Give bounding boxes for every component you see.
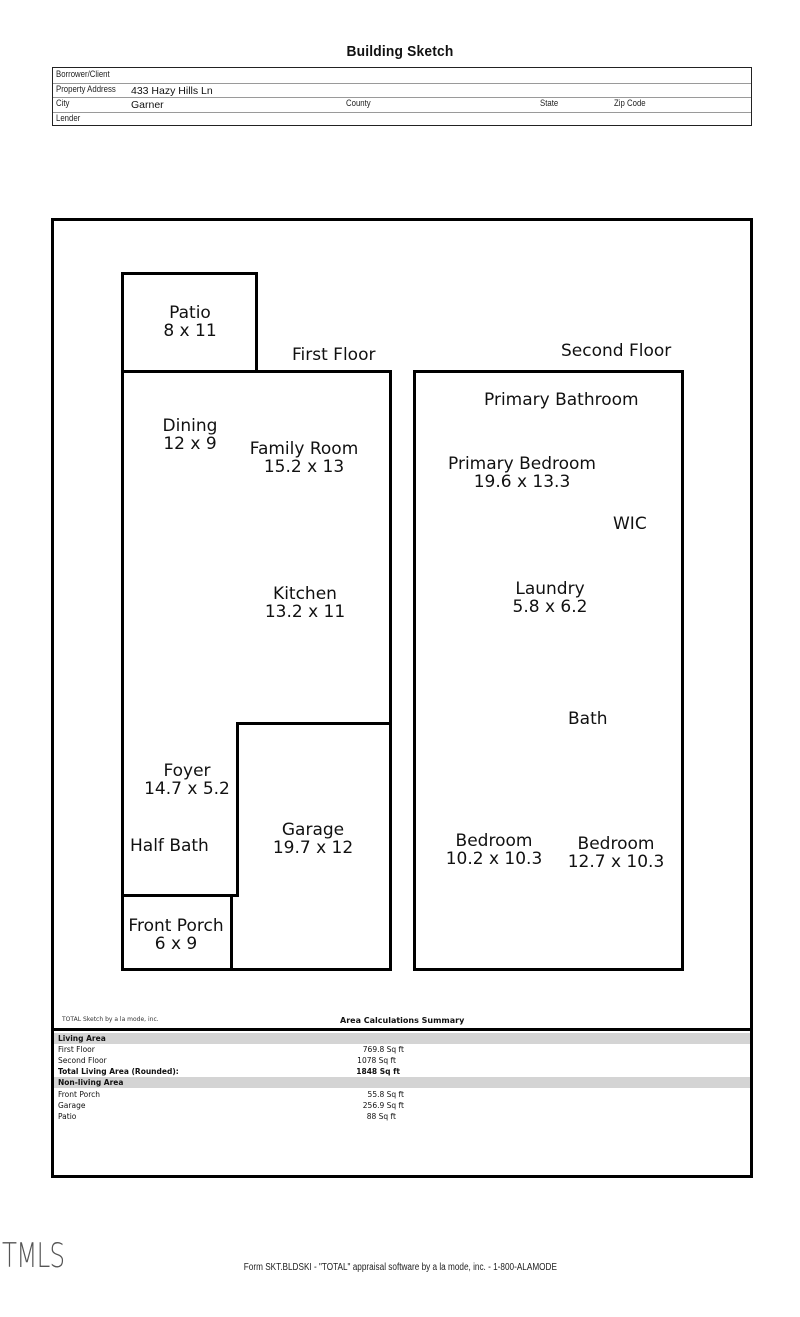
area-value: 55.8 Sq ft (367, 1090, 404, 1099)
first-floor-label: First Floor (292, 345, 376, 365)
borrower-row (53, 68, 751, 84)
room-name: Bedroom (577, 834, 655, 854)
area-name: First Floor (58, 1045, 95, 1054)
summary-row-total-living (54, 1066, 750, 1077)
room-dims: 19.7 x 12 (272, 838, 354, 858)
room-name: Foyer (163, 761, 211, 781)
room-name: WIC (613, 514, 647, 534)
patio-wall-top (121, 272, 258, 275)
summary-row-garage (54, 1100, 750, 1111)
room-family-room (234, 440, 374, 476)
room-name: Garage (281, 820, 345, 840)
room-name: Front Porch (128, 916, 224, 936)
room-foyer (132, 762, 242, 798)
room-laundry (500, 580, 600, 616)
address-label: Property Address (56, 83, 116, 95)
room-primary-bedroom (436, 455, 608, 491)
room-primary-bathroom (484, 391, 639, 409)
patio-wall-left (121, 272, 124, 372)
address-row (53, 83, 751, 99)
first-floor-wall-left (121, 370, 124, 971)
summary-row-first-floor (54, 1044, 750, 1055)
room-dims: 5.8 x 6.2 (512, 597, 588, 617)
area-name: Garage (58, 1101, 86, 1110)
nonliving-area-header (54, 1077, 750, 1088)
lender-label: Lender (56, 112, 81, 124)
property-info-table (52, 67, 752, 126)
first-floor-wall-top (121, 370, 392, 373)
form-footer-text: Form SKT.BLDSKI - "TOTAL" appraisal software by a la mode, inc. - 1-800-ALAMODE (243, 1262, 557, 1273)
city-row (53, 97, 751, 113)
front-porch-wall-right (230, 894, 233, 971)
room-bath (568, 710, 608, 728)
living-area-header (54, 1033, 750, 1044)
area-value: 769.8 Sq ft (362, 1045, 404, 1054)
summary-title: Area Calculations Summary (340, 1016, 465, 1025)
section-label: Living Area (58, 1034, 106, 1043)
room-name: Laundry (515, 579, 585, 599)
second-floor-wall-left (413, 370, 416, 971)
total-value: 1848 Sq ft (356, 1067, 400, 1076)
zip-label: Zip Code (614, 98, 646, 109)
room-name: Dining (162, 416, 218, 436)
room-dims: 15.2 x 13 (263, 457, 345, 477)
room-name: Primary Bathroom (484, 390, 639, 410)
room-dims: 13.2 x 11 (264, 602, 346, 622)
room-patio (140, 304, 240, 340)
room-dims: 6 x 9 (154, 934, 198, 954)
borrower-label: Borrower/Client (56, 69, 110, 80)
room-name: Primary Bedroom (448, 454, 596, 474)
summary-row-front-porch (54, 1089, 750, 1100)
area-value: 88 Sq ft (366, 1112, 396, 1121)
area-name: Second Floor (58, 1056, 107, 1065)
room-dims: 12 x 9 (163, 434, 217, 454)
room-name: Bath (568, 709, 608, 729)
document-title: Building Sketch (346, 43, 454, 60)
front-porch-wall-top (121, 894, 239, 897)
second-floor-label: Second Floor (561, 341, 672, 361)
garage-wall-left-upper (236, 722, 239, 897)
room-bedroom-2 (558, 835, 674, 871)
room-garage (255, 821, 371, 857)
address-value: 433 Hazy Hills Ln (131, 84, 213, 97)
room-bedroom-1 (436, 832, 552, 868)
city-value: Garner (131, 99, 164, 111)
sketch-credit: TOTAL Sketch by a la mode, inc. (62, 1016, 159, 1023)
first-floor-wall-right (389, 370, 392, 971)
room-name: Bedroom (455, 831, 533, 851)
room-kitchen (245, 585, 365, 621)
room-dims: 10.2 x 10.3 (445, 849, 543, 869)
lender-row (53, 112, 751, 127)
patio-wall-right (255, 272, 258, 372)
second-floor-wall-right (681, 370, 684, 971)
room-half-bath (130, 837, 209, 855)
area-value: 1078 Sq ft (357, 1056, 396, 1065)
room-dining (140, 417, 240, 453)
mls-logo: TMLS (2, 1236, 65, 1276)
room-dims: 14.7 x 5.2 (144, 779, 230, 799)
area-name: Patio (58, 1112, 77, 1121)
room-dims: 8 x 11 (163, 321, 217, 341)
room-name: Kitchen (273, 584, 337, 604)
room-name: Family Room (249, 439, 359, 459)
room-name: Half Bath (130, 836, 209, 856)
summary-row-second-floor (54, 1055, 750, 1066)
room-wic (613, 515, 647, 533)
area-name: Front Porch (58, 1090, 100, 1099)
room-dims: 12.7 x 10.3 (567, 852, 665, 872)
total-label: Total Living Area (Rounded): (58, 1067, 179, 1076)
second-floor-wall-top (413, 370, 684, 373)
room-name: Patio (169, 303, 211, 323)
section-label: Non-living Area (58, 1078, 124, 1087)
first-floor-wall-bottom (121, 968, 392, 971)
room-front-porch (124, 917, 228, 953)
summary-row-patio (54, 1111, 750, 1122)
city-label: City (56, 98, 70, 109)
second-floor-wall-bottom (413, 968, 684, 971)
room-dims: 19.6 x 13.3 (473, 472, 571, 492)
garage-wall-top (236, 722, 392, 725)
area-value: 256.9 Sq ft (362, 1101, 404, 1110)
state-label: State (540, 98, 559, 109)
summary-divider (52, 1028, 752, 1031)
county-label: County (346, 98, 371, 109)
